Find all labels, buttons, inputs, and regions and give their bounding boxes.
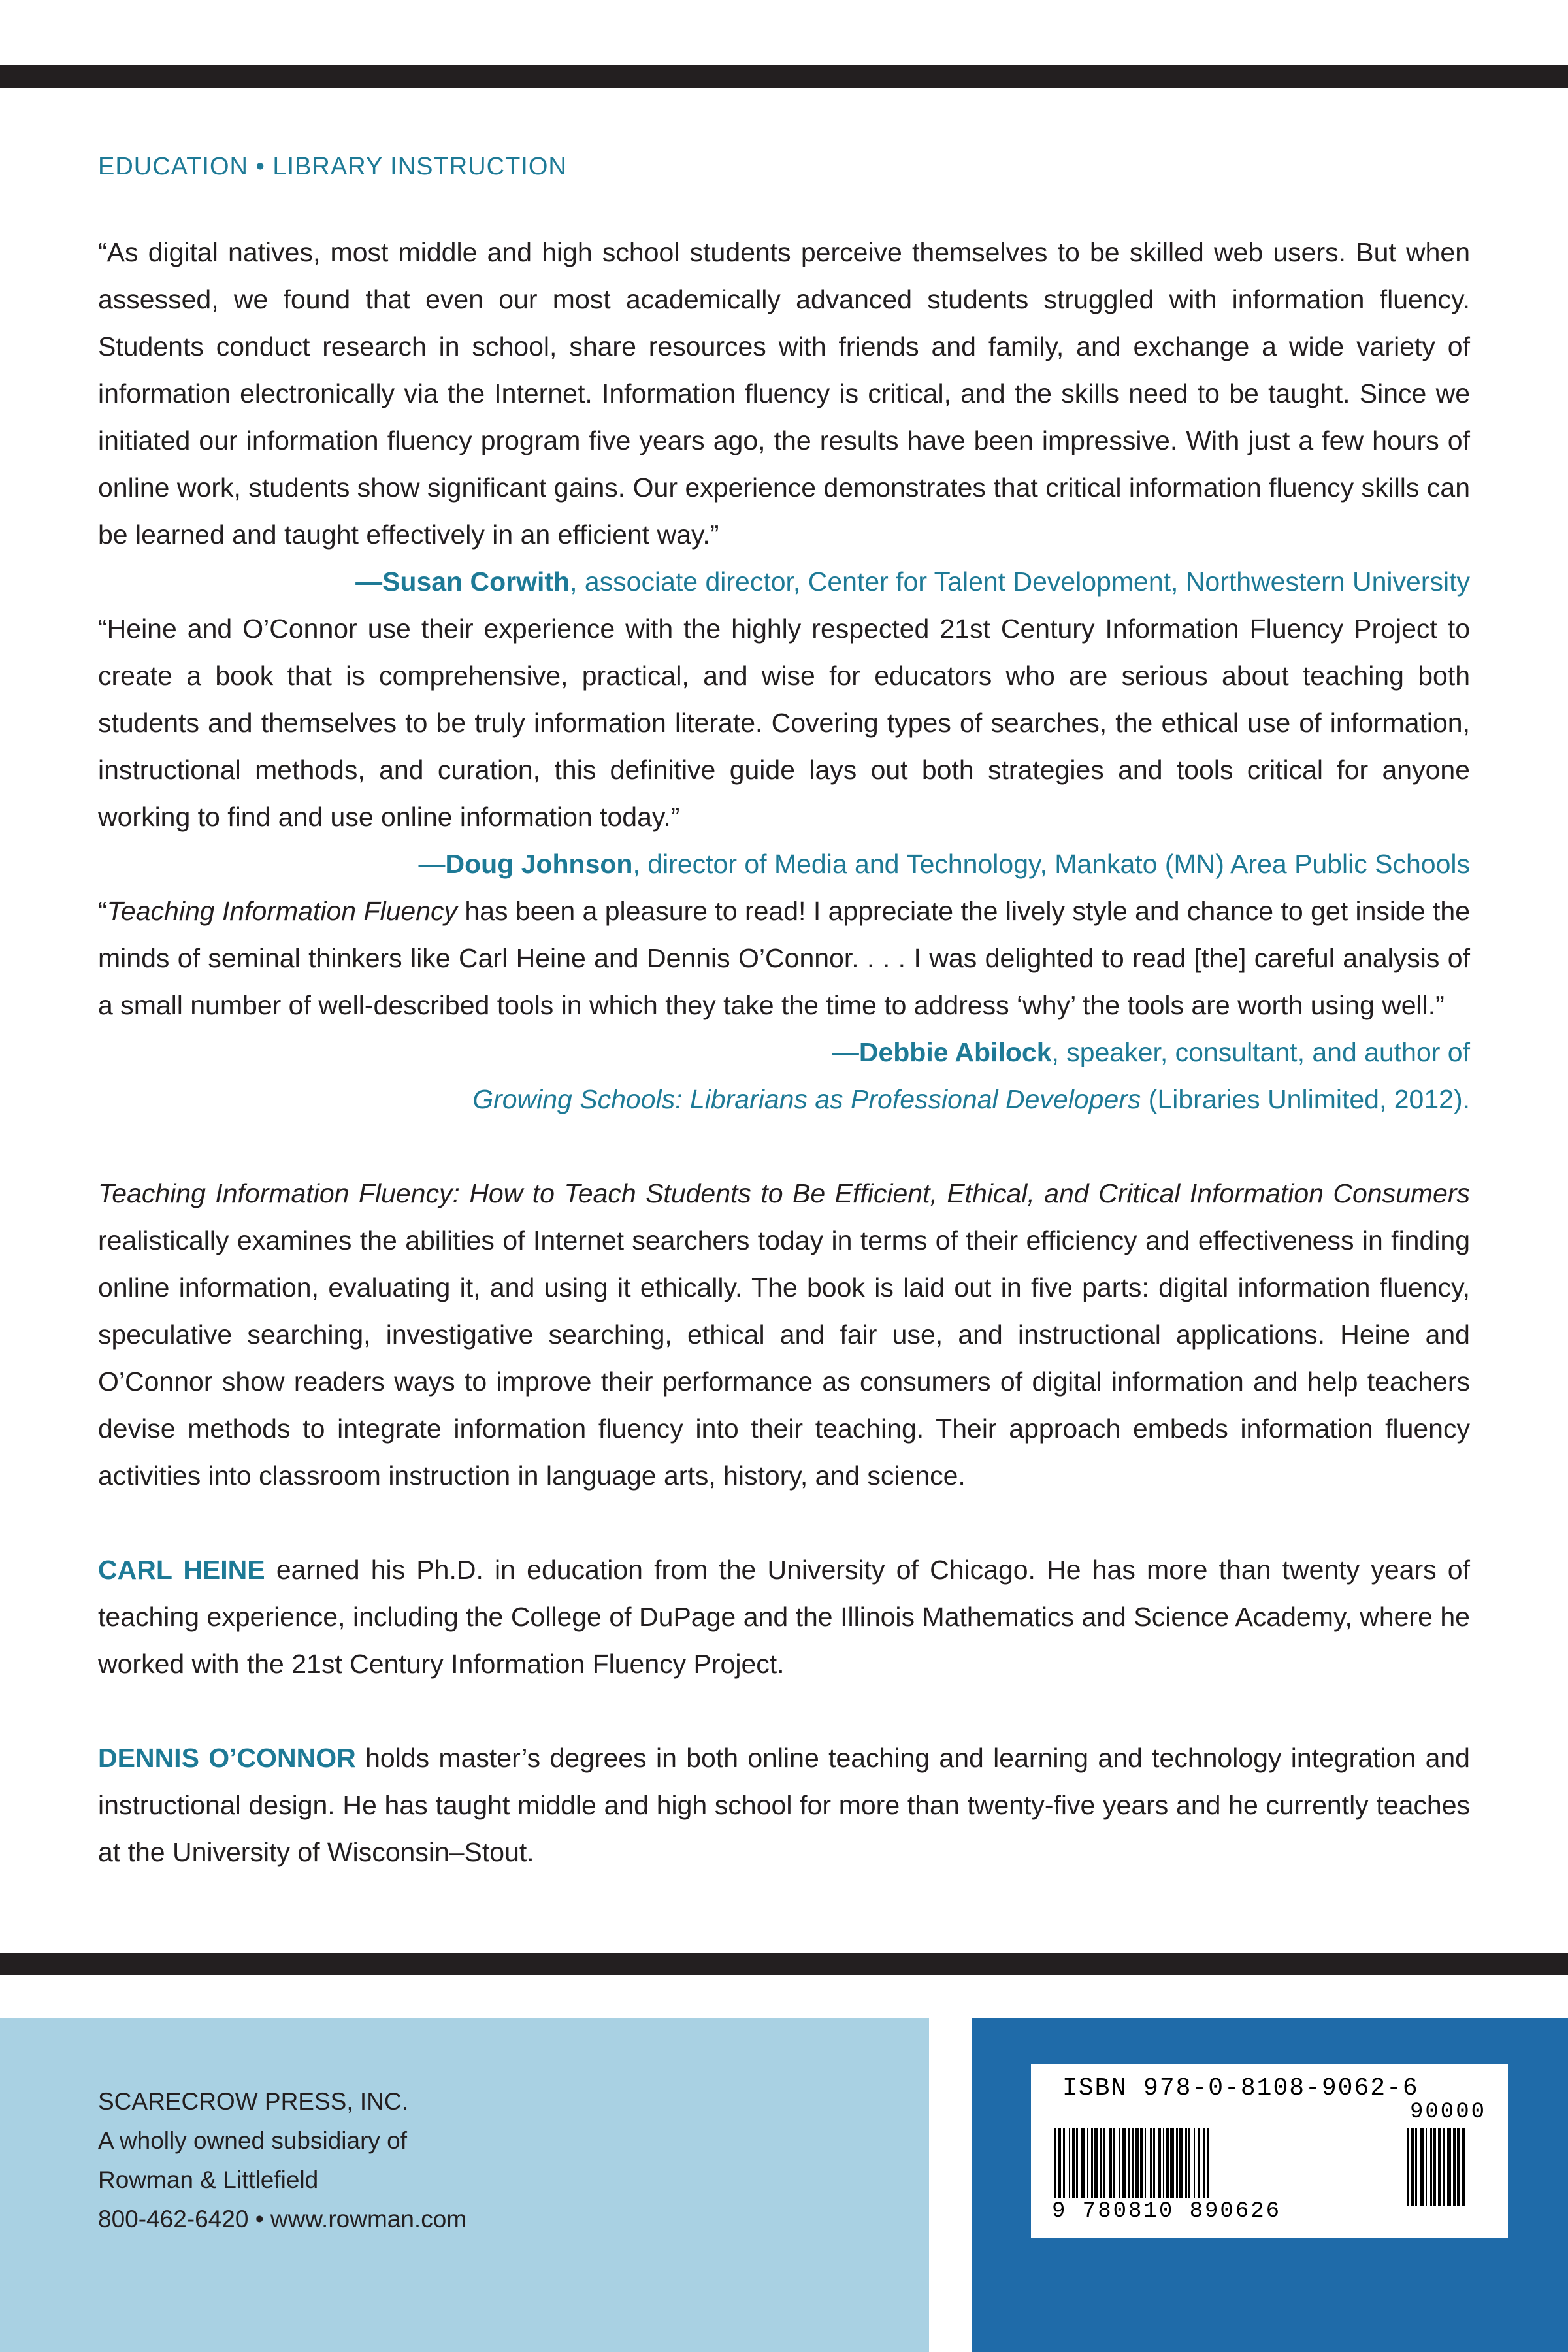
barcode-bar <box>1087 2128 1088 2206</box>
barcode-digits: 9 780810 890626 <box>1052 2199 1282 2224</box>
barcode-bar <box>1094 2128 1098 2206</box>
barcode-bar <box>1145 2128 1146 2206</box>
barcode-bar <box>1415 2128 1417 2206</box>
barcode-bar <box>1081 2128 1085 2206</box>
publisher-subsidiary: A wholly owned subsidiary of <box>98 2127 408 2154</box>
barcode-bar <box>1076 2128 1078 2206</box>
barcode-bar <box>1069 2128 1070 2206</box>
publisher-contact: 800-462-6420 • www.rowman.com <box>98 2206 467 2232</box>
barcode-bar <box>1103 2128 1105 2206</box>
barcode-bar <box>1194 2128 1195 2206</box>
barcode-bar <box>1407 2128 1409 2206</box>
quote-corwith <box>98 229 1470 597</box>
book-description <box>98 1170 1470 1499</box>
publisher-name: SCARECROW PRESS, INC. <box>98 2088 408 2115</box>
attribution-publisher: (Libraries Unlimited, 2012). <box>1141 1084 1470 1114</box>
attribution-role: , director of Media and Technology, Mankato (MN) Area Public Schools <box>632 849 1470 879</box>
barcode-addon-bars <box>1407 2128 1498 2206</box>
barcode-bar <box>1433 2128 1436 2206</box>
barcode-bar <box>1438 2128 1441 2206</box>
quote-attribution <box>419 840 1470 887</box>
quote-abilock <box>98 887 1470 1123</box>
barcode-bar <box>1203 2128 1205 2206</box>
attribution-name: —Doug Johnson <box>418 849 633 879</box>
barcode-bar <box>1063 2128 1065 2206</box>
barcode-bar <box>1426 2128 1427 2206</box>
barcode-bar <box>1176 2128 1178 2206</box>
barcode-bar <box>1072 2128 1075 2206</box>
publisher-info <box>98 2082 466 2239</box>
barcode-bar <box>1453 2128 1456 2206</box>
barcode-bar <box>1198 2128 1200 2206</box>
barcode-bar <box>1119 2128 1120 2206</box>
attribution-role: , speaker, consultant, and author of <box>1051 1037 1470 1067</box>
barcode-bar <box>1153 2128 1155 2206</box>
barcode-bar <box>1132 2128 1134 2206</box>
quote-attribution <box>98 1029 1470 1123</box>
bottom-rule <box>0 1953 1568 1975</box>
barcode-bar <box>1128 2128 1130 2206</box>
barcode-bar <box>1163 2128 1164 2206</box>
attribution-name: —Susan Corwith <box>355 567 570 597</box>
barcode-bar <box>1430 2128 1432 2206</box>
attribution-name: —Debbie Abilock <box>832 1037 1052 1067</box>
author-bio-text: earned his Ph.D. in education from the University of Chicago. He has more than twenty years of teaching experience, including the College of DuPage and the Illinois Mathematics and Science Academy, where he worked with the 21st Century Information Fluency Project. <box>98 1555 1470 1679</box>
barcode-bar <box>1113 2128 1115 2206</box>
barcode-bar <box>1179 2128 1183 2206</box>
author-bio-oconnor <box>98 1734 1470 1876</box>
barcode-bar <box>1150 2128 1152 2206</box>
back-cover-content <box>98 150 1470 1923</box>
attribution-book: Growing Schools: Librarians as Professional Developers <box>472 1084 1141 1114</box>
quote-text: “Heine and O’Connor use their experience with the highly respected 21st Century Information Fluency Project to create a book that is comprehensive, practical, and wise for educators who are serious about teaching both students and themselves to be truly information literate. Covering types of searches, the ethical use of information, instructional methods, and curation, this definitive guide lays out both strategies and tools critical for anyone working to find and use online information today.” <box>98 614 1470 832</box>
quote-attribution <box>355 558 1470 605</box>
publisher-panel <box>0 2018 929 2352</box>
book-title: Teaching Information Fluency <box>106 896 458 926</box>
barcode-bar <box>1207 2128 1209 2206</box>
barcode-panel <box>972 2018 1568 2352</box>
open-quote: “ <box>98 896 107 926</box>
barcode <box>1031 2064 1508 2238</box>
top-rule <box>0 65 1568 88</box>
barcode-bar <box>1054 2128 1056 2206</box>
barcode-bars <box>1054 2128 1362 2206</box>
barcode-bar <box>1058 2128 1061 2206</box>
barcode-bar <box>1462 2128 1465 2206</box>
barcode-bar <box>1135 2128 1139 2206</box>
barcode-bar <box>1420 2128 1424 2206</box>
barcode-bar <box>1158 2128 1161 2206</box>
quote-text: has been a pleasure to read! I appreciate the lively style and chance to get inside the minds of seminal thinkers like Carl Heine and Dennis O’Connor. . . . I was delighted to read [the] careful analysis of a small number of well-described tools in which they take the time to address ‘why’ the tools are worth using well.” <box>98 896 1470 1020</box>
barcode-bar <box>1166 2128 1169 2206</box>
category-label: EDUCATION • LIBRARY INSTRUCTION <box>98 153 567 180</box>
price-code: 90000 <box>1410 2100 1487 2125</box>
description-text: realistically examines the abilities of Internet searchers today in terms of their efficiency and effectiveness in finding online information, evaluating it, and using it ethically. The book is laid out in five parts: digital information fluency, speculative searching, investigative searching, ethical and fair use, and instructional applications. Heine and O’Connor show readers ways to improve their performance as consumers of digital information and help teachers devise methods to integrate information fluency into their teaching. Their approach embeds information fluency activities into classroom instruction in language arts, history, and science. <box>98 1225 1470 1491</box>
attribution-role: , associate director, Center for Talent Development, Northwestern University <box>570 567 1470 597</box>
barcode-bar <box>1443 2128 1445 2206</box>
barcode-bar <box>1411 2128 1414 2206</box>
barcode-bar <box>1109 2128 1112 2206</box>
barcode-bar <box>1457 2128 1460 2206</box>
author-name: DENNIS O’CONNOR <box>98 1743 356 1773</box>
author-bio-text: holds master’s degrees in both online teaching and learning and technology integration and instructional design. He has taught middle and high school for more than twenty-five years and he currently teaches at the University of Wisconsin–Stout. <box>98 1743 1470 1867</box>
barcode-bar <box>1170 2128 1174 2206</box>
isbn-label: ISBN 978-0-8108-9062-6 <box>1062 2074 1419 2102</box>
barcode-bar <box>1122 2128 1126 2206</box>
author-name: CARL HEINE <box>98 1555 265 1585</box>
barcode-bar <box>1447 2128 1451 2206</box>
barcode-bar <box>1185 2128 1187 2206</box>
description-title: Teaching Information Fluency: How to Teach Students to Be Efficient, Ethical, and Critical Information Consumers <box>98 1178 1470 1208</box>
barcode-bar <box>1140 2128 1143 2206</box>
barcode-bar <box>1091 2128 1093 2206</box>
quote-text: “As digital natives, most middle and high school students perceive themselves to be skilled web users. But when assessed, we found that even our most academically advanced students struggled with information fluency. Students conduct research in school, share resources with friends and family, and exchange a wide variety of information electronically via the Internet. Information fluency is critical, and the skills need to be taught. Since we initiated our information fluency program five years ago, the results have been impressive. With just a few hours of online work, students show significant gains. Our experience demonstrates that critical information fluency skills can be learned and taught effectively in an efficient way.” <box>98 237 1470 550</box>
quote-johnson <box>98 605 1470 879</box>
author-bio-heine <box>98 1546 1470 1687</box>
barcode-bar <box>1188 2128 1190 2206</box>
publisher-parent: Rowman & Littlefield <box>98 2166 319 2193</box>
barcode-bar <box>1100 2128 1102 2206</box>
